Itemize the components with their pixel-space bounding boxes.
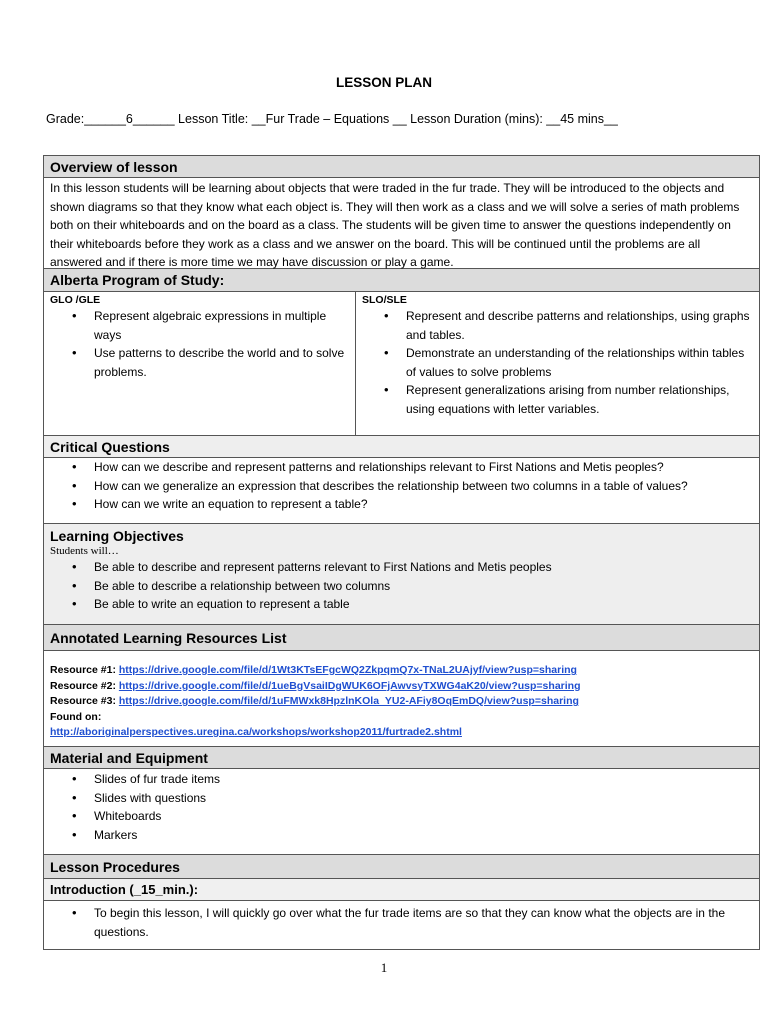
resource-link[interactable]: https://drive.google.com/file/d/1uFMWxk8HpzlnKOla_YU2-AFiy8OqEmDQ/view?usp=sharing <box>118 695 579 707</box>
list-item: • Be able to describe a relationship between two columns <box>50 577 753 596</box>
resource-row <box>50 679 753 695</box>
list-item: • How can we generalize an expression that describes the relationship between two columns in a table of values? <box>50 477 753 496</box>
objectives-intro: Students will… <box>50 545 119 557</box>
critical-section <box>44 458 759 524</box>
grade-line: Grade:______6______ Lesson Title: __Fur Trade – Equations __ Lesson Duration (mins): __45 mins__ <box>46 112 618 126</box>
program-columns <box>44 292 759 436</box>
resources-heading: Annotated Learning Resources List <box>44 625 759 651</box>
list-item: • Slides with questions <box>50 789 753 808</box>
list-item: • Represent algebraic expressions in multiple ways <box>50 307 349 344</box>
glo-label: GLO /GLE <box>50 294 101 306</box>
list-item: • Whiteboards <box>50 807 753 826</box>
overview-text: In this lesson students will be learning about objects that were traded in the fur trade. They will be introduced to the objects and shown diagrams so that they know what each object is. They will then work as a class and we will solve a series of math problems both on their whiteboards and on the board as a class. The students will be given time to answer the questions independently on their whiteboards before they work as a class and we answer on the board. This will be continued until the problems are all answered and if there is more time we may have discussion or play a game. <box>44 178 759 269</box>
list-item: • Use patterns to describe the world and to solve problems. <box>50 344 349 381</box>
objectives-section <box>44 524 759 625</box>
overview-heading: Overview of lesson <box>44 156 759 178</box>
glo-column <box>44 292 355 435</box>
list-item: • Be able to write an equation to represent a table <box>50 595 753 614</box>
resources-section <box>44 651 759 747</box>
slo-column <box>355 292 759 435</box>
list-item: • Represent generalizations arising from number relationships, using equations with letter variables. <box>362 381 753 418</box>
slo-list <box>362 307 753 418</box>
list-item: • Be able to describe and represent patterns relevant to First Nations and Metis peoples <box>50 558 753 577</box>
resource-row <box>50 694 753 710</box>
materials-heading: Material and Equipment <box>44 747 759 769</box>
resource-label: Resource #3: <box>50 695 116 707</box>
found-on-link[interactable]: http://aboriginalperspectives.uregina.ca/workshops/workshop2011/furtrade2.shtml <box>50 726 462 738</box>
critical-heading: Critical Questions <box>44 436 759 458</box>
objectives-heading: Learning Objectives <box>50 528 184 544</box>
resource-label: Resource #2: <box>50 679 116 692</box>
objectives-list <box>50 558 753 614</box>
lesson-plan-table <box>43 155 760 950</box>
slo-label: SLO/SLE <box>362 294 407 306</box>
list-item: • How can we describe and represent patterns and relationships relevant to First Nations and Metis peoples? <box>50 458 753 477</box>
introduction-section <box>44 901 759 949</box>
list-item: • Markers <box>50 826 753 845</box>
list-item: • To begin this lesson, I will quickly go over what the fur trade items are so that they can know what the objects are in the questions. <box>50 904 753 941</box>
list-item: • Represent and describe patterns and relationships, using graphs and tables. <box>362 307 753 344</box>
materials-list <box>50 770 753 844</box>
resource-link[interactable]: https://drive.google.com/file/d/1ueBgVsaiIDgWUK6OFjAwvsyTXWG4aK20/view?usp=sharing <box>118 679 581 692</box>
list-item: • Demonstrate an understanding of the relationships within tables of values to solve problems <box>362 344 753 381</box>
resource-row <box>50 663 753 679</box>
document-title: LESSON PLAN <box>335 75 432 90</box>
glo-list <box>50 307 349 381</box>
program-heading: Alberta Program of Study: <box>44 269 759 292</box>
resource-label: Resource #1: <box>50 664 116 676</box>
materials-section <box>44 769 759 855</box>
procedures-heading: Lesson Procedures <box>44 855 759 879</box>
list-item: • Slides of fur trade items <box>50 770 753 789</box>
found-on-label: Found on: <box>50 710 102 723</box>
list-item: • How can we write an equation to represent a table? <box>50 495 753 514</box>
page-number: 1 <box>380 960 388 975</box>
introduction-heading: Introduction (_15_min.): <box>44 879 759 901</box>
introduction-list <box>50 904 753 941</box>
resource-link[interactable]: https://drive.google.com/file/d/1Wt3KTsEFgcWQ2ZkpqmQ7x-TNaL2UAjyf/view?usp=sharing <box>118 664 577 676</box>
critical-list <box>50 458 753 514</box>
